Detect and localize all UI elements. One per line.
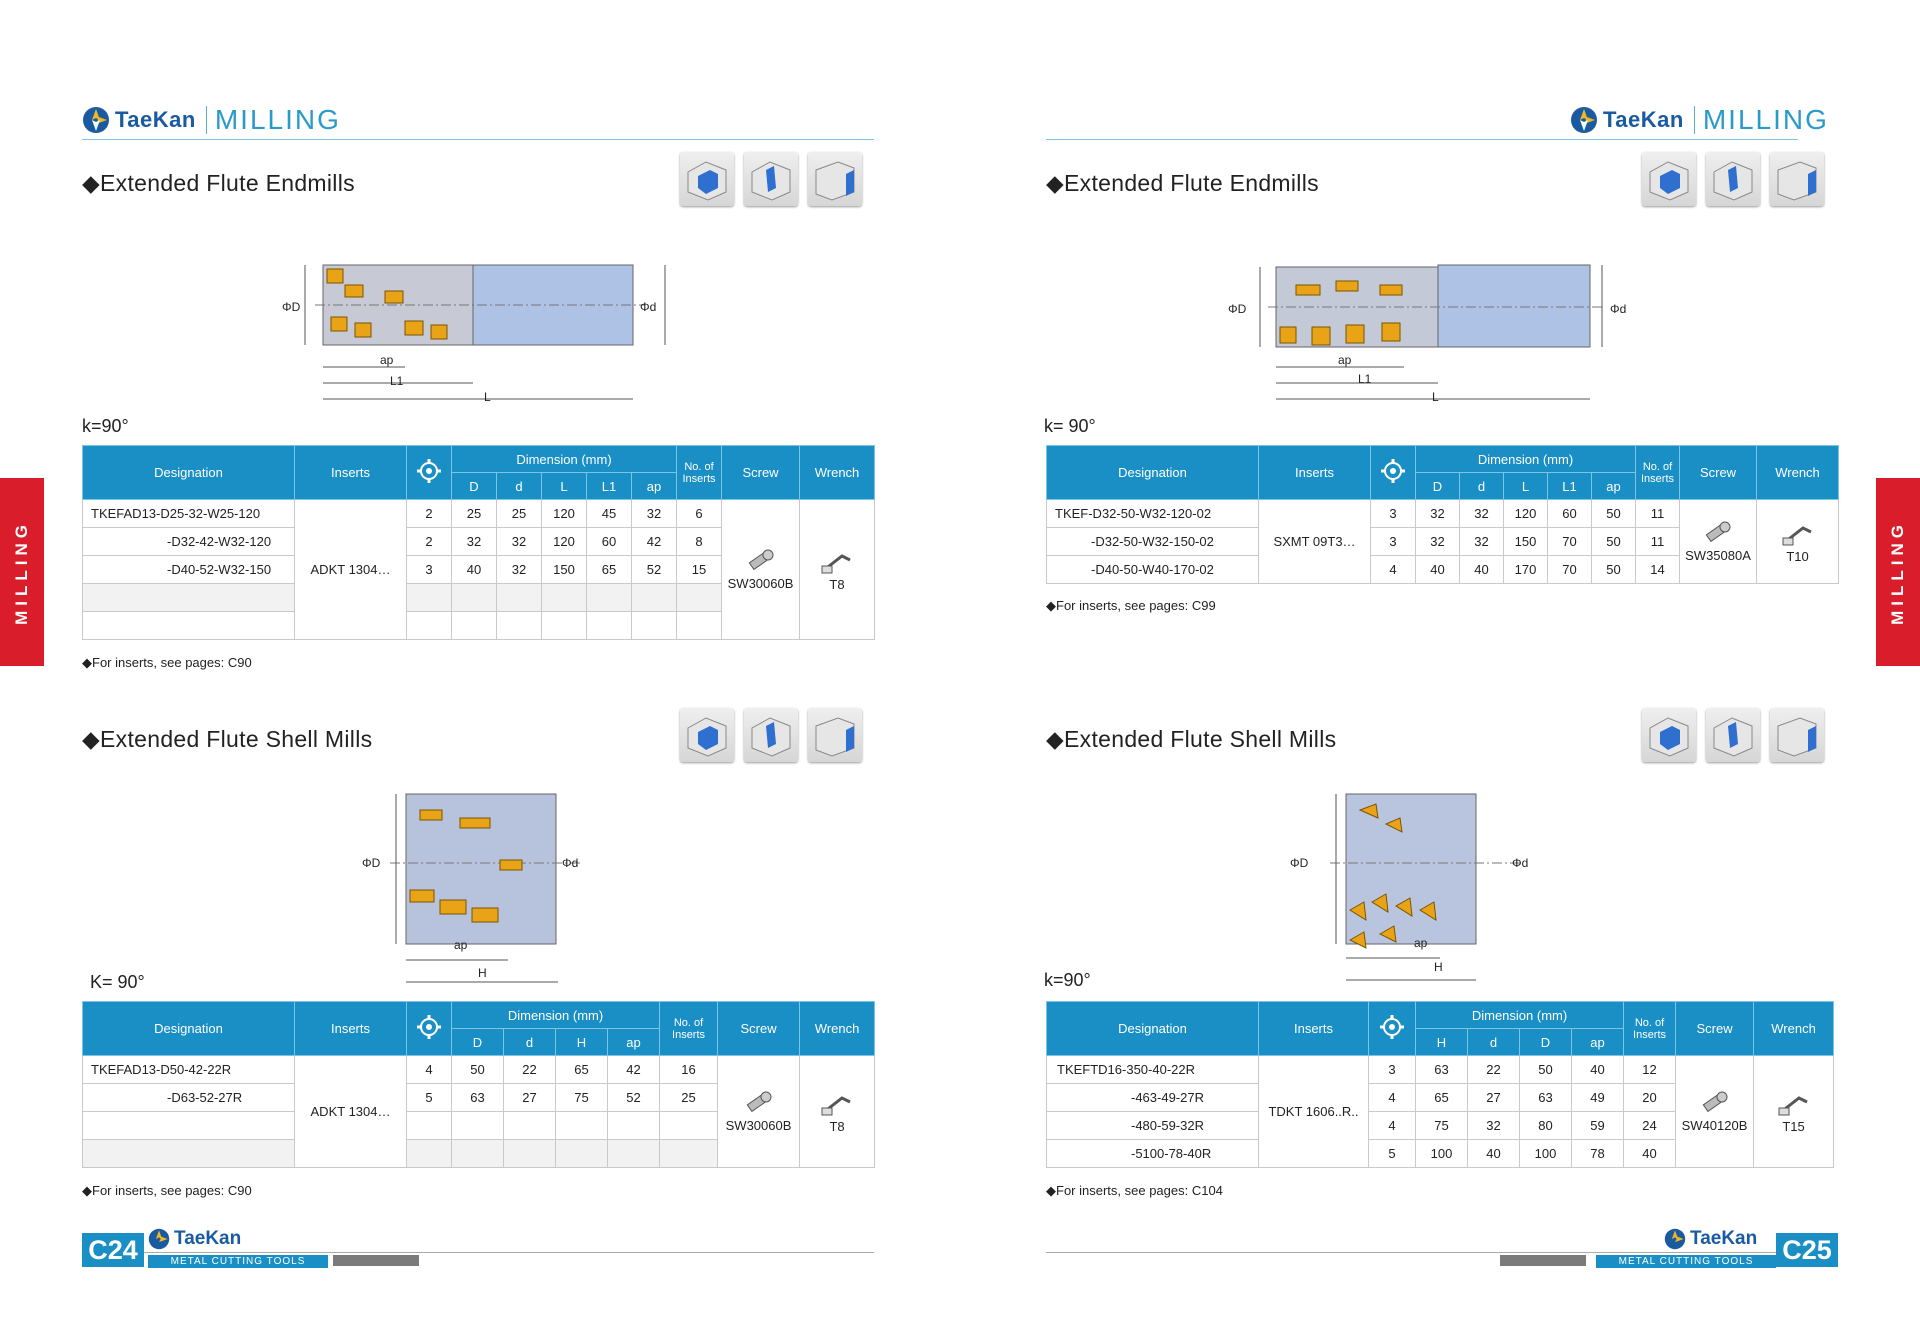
teeth-icon [407, 1002, 452, 1056]
table-row: -D40-50-W40-170-02 4 40 40 170 70 50 14 [1047, 556, 1839, 584]
shell-mill-drawing [380, 790, 600, 990]
slot-milling-icon [1642, 708, 1696, 762]
header-dim-L: L [542, 473, 587, 500]
inserts-value: ADKT 1304… [295, 500, 407, 640]
right-page [960, 0, 1920, 1336]
header-screw: Screw [718, 1002, 800, 1056]
dim-label-D: ΦD [1290, 856, 1309, 870]
inserts-value: ADKT 1304… [295, 1056, 407, 1168]
header-inserts: Inserts [295, 446, 407, 500]
k-angle-label: k=90° [82, 416, 129, 436]
endmills-title: ◆Extended Flute Endmills [82, 170, 355, 196]
pocket-milling-icon [744, 152, 798, 206]
inserts-note: ◆For inserts, see pages: C90 [82, 655, 252, 670]
footer-bar [1500, 1255, 1586, 1266]
wrench-value: T8 [829, 576, 845, 592]
table-row: -D32-42-W32-120 2 32 32 120 60 42 8 [83, 528, 875, 556]
table-row: TKEFTD16-350-40-22R TDKT 1606..R.. 3 63 22 50 40 12 SW40120B T15 [1047, 1056, 1834, 1084]
dim-label-D: ΦD [362, 856, 381, 870]
dim-label-d: Φd [1610, 302, 1627, 316]
k-angle-label: k= 90° [1044, 416, 1096, 436]
screw-icon [744, 549, 778, 573]
header-screw: Screw [1676, 1002, 1754, 1056]
header-screw: Screw [722, 446, 800, 500]
logo-icon [148, 1228, 170, 1250]
dim-label-H: H [1434, 960, 1443, 974]
shell-title: ◆Extended Flute Shell Mills [1046, 726, 1337, 752]
table-row: TKEFAD13-D25-32-W25-120 ADKT 1304… 2 25 25 120 45 32 6 SW30060B T8 [83, 500, 875, 528]
table-row: -D32-50-W32-150-02 3 32 32 150 70 50 11 [1047, 528, 1839, 556]
footer-bar [333, 1255, 419, 1266]
dim-label-ap: ap [380, 353, 394, 367]
inserts-value: TDKT 1606..R.. [1259, 1056, 1369, 1168]
header-dim-d: d [497, 473, 542, 500]
dim-label-D: ΦD [1228, 302, 1247, 316]
endmill-drawing [275, 255, 675, 415]
footer-logo: TaeKan [148, 1228, 241, 1250]
table-row: -5100-78-40R 5 100 40 100 78 40 [1047, 1140, 1834, 1168]
screw-value: SW30060B [725, 1117, 792, 1133]
brand-name: TaeKan [115, 107, 196, 132]
header-inserts: Inserts [295, 1002, 407, 1056]
dim-label-d: Φd [1512, 856, 1529, 870]
endmills-spec-table: Designation Inserts Dimension (mm) No. of Inserts Screw Wrench D d L L1 ap TKEF-D32-50-W32-120-02 SXMT 09T3… 3 32 32 120 60 50 11 SW35080A T10 -D32-50-W32-150-02 3 32 32 150 70 50 11 -D40-50-W40-170-02 4 40 40 170 70 50 14 [1046, 445, 1839, 584]
wrench-value: T10 [1786, 548, 1809, 564]
logo-icon [1570, 106, 1598, 134]
header-no-inserts: No. of Inserts [660, 1002, 718, 1056]
operation-icons [1642, 152, 1824, 206]
wrench-value: T15 [1782, 1118, 1805, 1134]
table-row: -D63-52-27R 5 63 27 75 52 25 [83, 1084, 875, 1112]
footer-tagline: METAL CUTTING TOOLS [148, 1255, 328, 1268]
pocket-milling-icon [1706, 708, 1760, 762]
dim-label-ap: ap [1338, 353, 1352, 367]
screw-cell [722, 500, 800, 640]
section-name: MILLING [1702, 104, 1829, 135]
page-header [82, 102, 341, 138]
screw-value: SW40120B [1681, 1117, 1748, 1133]
header-dim-D: D [452, 473, 497, 500]
header-designation: Designation [83, 446, 295, 500]
shoulder-milling-icon [808, 152, 862, 206]
inserts-note: ◆For inserts, see pages: C104 [1046, 1183, 1223, 1198]
footer-logo: TaeKan [1664, 1228, 1757, 1250]
header-dim-L1: L1 [587, 473, 632, 500]
wrench-cell [1754, 1056, 1834, 1168]
table-row: -463-49-27R 4 65 27 63 49 20 [1047, 1084, 1834, 1112]
slot-milling-icon [1642, 152, 1696, 206]
screw-icon [742, 1091, 776, 1115]
dim-label-ap: ap [1414, 936, 1428, 950]
shell-mill-drawing [1320, 790, 1540, 990]
shell-spec-table: Designation Inserts Dimension (mm) No. of Inserts Screw Wrench D d H ap TKEFAD13-D50-42-22R ADKT 1304… 4 50 22 65 42 16 SW30060B T8 -D63-52-27R 5 63 27 75 52 25 [82, 1001, 875, 1168]
dim-label-L: L [1432, 390, 1439, 404]
screw-value: SW35080A [1685, 547, 1751, 563]
header-dimension: Dimension (mm) [452, 446, 677, 473]
dim-label-d: Φd [562, 856, 579, 870]
header-designation: Designation [1047, 1002, 1259, 1056]
header-dim-ap: ap [632, 473, 677, 500]
endmills-title: ◆Extended Flute Endmills [1046, 170, 1319, 196]
k-angle-label: K= 90° [90, 972, 145, 992]
wrench-icon [820, 548, 854, 574]
teeth-icon [1371, 446, 1416, 500]
screw-icon [1698, 1091, 1732, 1115]
table-row: TKEF-D32-50-W32-120-02 SXMT 09T3… 3 32 32 120 60 50 11 SW35080A T10 [1047, 500, 1839, 528]
screw-value: SW30060B [727, 575, 794, 591]
wrench-icon [1781, 520, 1815, 546]
wrench-cell [800, 1056, 875, 1168]
header-dimension: Dimension (mm) [1416, 1002, 1624, 1029]
dim-label-L: L [484, 390, 491, 404]
screw-cell [1676, 1056, 1754, 1168]
screw-cell [718, 1056, 800, 1168]
dim-label-ap: ap [454, 938, 468, 952]
screw-cell [1680, 500, 1757, 584]
wrench-cell [800, 500, 875, 640]
header-inserts: Inserts [1259, 446, 1371, 500]
header-wrench: Wrench [1757, 446, 1839, 500]
operation-icons [1642, 708, 1824, 762]
slot-milling-icon [680, 152, 734, 206]
logo-icon [1664, 1228, 1686, 1250]
logo-icon [82, 106, 110, 134]
brand-name: TaeKan [1603, 107, 1684, 132]
teeth-icon [1369, 1002, 1416, 1056]
table-row: -D40-52-W32-150 3 40 32 150 65 52 15 [83, 556, 875, 584]
inserts-note: ◆For inserts, see pages: C90 [82, 1183, 252, 1198]
wrench-icon [1777, 1090, 1811, 1116]
shell-title: ◆Extended Flute Shell Mills [82, 726, 373, 752]
inserts-value: SXMT 09T3… [1259, 500, 1371, 584]
header-no-inserts: No. of Inserts [1636, 446, 1680, 500]
header-no-inserts: No. of Inserts [677, 446, 722, 500]
footer-tagline: METAL CUTTING TOOLS [1596, 1255, 1776, 1268]
page-header [1570, 102, 1829, 138]
page-number: C25 [1776, 1233, 1838, 1267]
shoulder-milling-icon [808, 708, 862, 762]
header-screw: Screw [1680, 446, 1757, 500]
dim-label-H: H [478, 966, 487, 980]
side-tab: MILLING [0, 478, 44, 666]
table-row: TKEFAD13-D50-42-22R ADKT 1304… 4 50 22 65 42 16 SW30060B T8 [83, 1056, 875, 1084]
shoulder-milling-icon [1770, 152, 1824, 206]
shell-spec-table: Designation Inserts Dimension (mm) No. of Inserts Screw Wrench H d D ap TKEFTD16-350-40-22R TDKT 1606..R.. 3 63 22 50 40 12 SW40120B T15 -463-49-27R 4 65 27 63 49 20 -480-59-32R 4 75 32 80 59 24 -5100-78-40R 5 100 40 100 78 40 [1046, 1001, 1834, 1168]
inserts-note: ◆For inserts, see pages: C99 [1046, 598, 1216, 613]
operation-icons [680, 708, 862, 762]
section-name: MILLING [214, 104, 341, 135]
dim-label-d: Φd [640, 300, 657, 314]
table-row: -480-59-32R 4 75 32 80 59 24 [1047, 1112, 1834, 1140]
screw-icon [1701, 521, 1735, 545]
brand-logo [82, 106, 196, 134]
header-wrench: Wrench [1754, 1002, 1834, 1056]
k-angle-label: k=90° [1044, 970, 1091, 990]
header-dimension: Dimension (mm) [1416, 446, 1636, 473]
pocket-milling-icon [744, 708, 798, 762]
operation-icons [680, 152, 862, 206]
wrench-cell [1757, 500, 1839, 584]
wrench-icon [820, 1090, 854, 1116]
side-tab: MILLING [1876, 478, 1920, 666]
brand-logo [1570, 106, 1684, 134]
header-designation: Designation [1047, 446, 1259, 500]
dim-label-L1: L1 [1358, 372, 1372, 386]
pocket-milling-icon [1706, 152, 1760, 206]
slot-milling-icon [680, 708, 734, 762]
header-no-inserts: No. of Inserts [1624, 1002, 1676, 1056]
dim-label-D: ΦD [282, 300, 301, 314]
header-wrench: Wrench [800, 1002, 875, 1056]
header-wrench: Wrench [800, 446, 875, 500]
header-dimension: Dimension (mm) [452, 1002, 660, 1029]
dim-label-L1: L1 [390, 374, 404, 388]
shoulder-milling-icon [1770, 708, 1824, 762]
page-number: C24 [82, 1233, 144, 1267]
header-inserts: Inserts [1259, 1002, 1369, 1056]
endmills-spec-table [82, 445, 875, 640]
teeth-icon [407, 446, 452, 500]
header-designation: Designation [83, 1002, 295, 1056]
wrench-value: T8 [829, 1118, 845, 1134]
